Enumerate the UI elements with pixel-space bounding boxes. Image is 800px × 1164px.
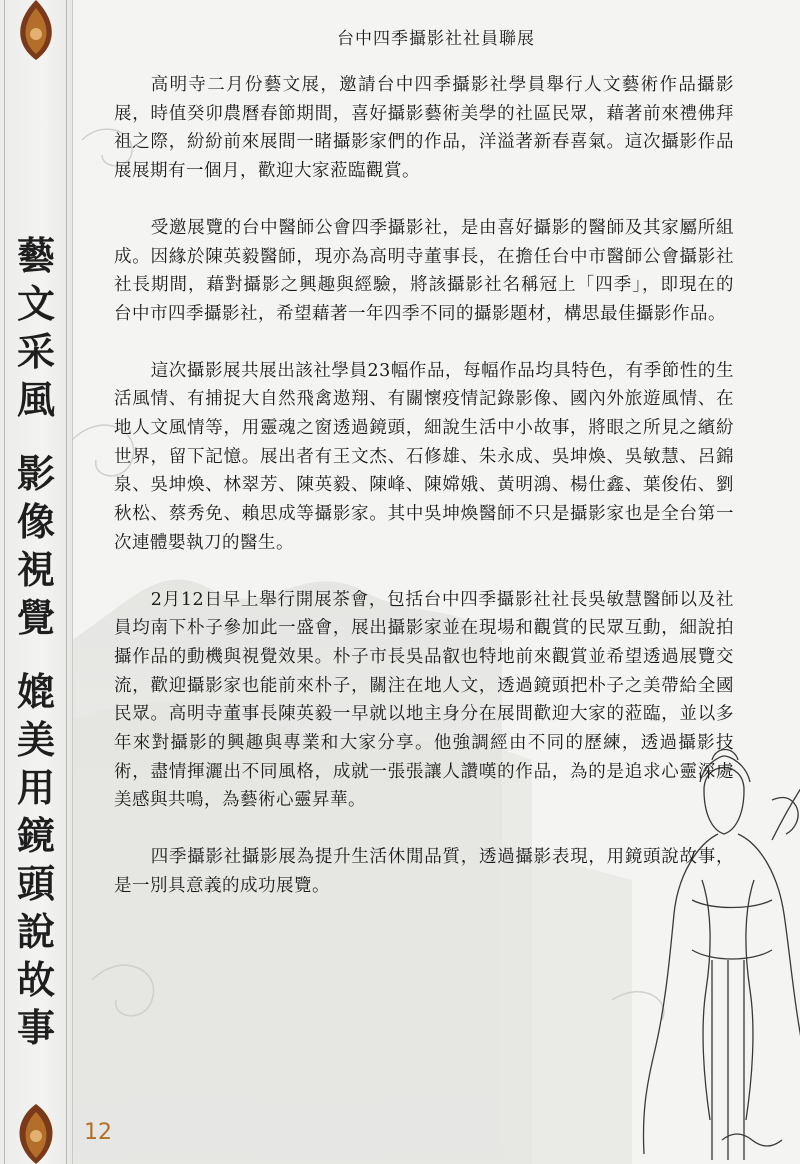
sidebar-rule: [66, 0, 67, 1164]
title-char: 頭: [16, 862, 55, 906]
article-paragraph: 四季攝影社攝影展為提升生活休閒品質，透過攝影表現，用鏡頭說故事，是一別具意義的成功展覽。: [114, 847, 734, 896]
article-paragraph: 2月12日早上舉行開展茶會，包括台中四季攝影社社長吳敏慧醫師以及社員均南下朴子參加此一盛會，展出攝影家並在現場和觀賞的民眾互動，細說拍攝作品的動機與視覺效果。朴子市長吳品叡也特地前來觀賞並希望透過展覽交流，歡迎攝影家也能前來朴子，關注在地人文，透過鏡頭把朴子之美帶給全國民眾。高明寺董事長陳英毅一早就以地主身分在展間歡迎大家的蒞臨，並以多年來對攝影的興趣與專業和大家分享。他強調經由不同的歷練，透過攝影技術，盡情揮灑出不同風格，成就一張張讓人讚嘆的作品，為的是追求心靈深處美感與共鳴，為藝術心靈昇華。: [114, 589, 734, 811]
title-char: 風: [16, 378, 55, 422]
page-header: 台中四季攝影社社員聯展: [337, 29, 535, 49]
lotus-ornament-top-icon: [8, 0, 64, 60]
title-char: 文: [16, 282, 55, 326]
page-number: 12: [84, 1120, 112, 1145]
title-char: 覺: [16, 596, 55, 640]
title-char: 事: [16, 1006, 55, 1050]
article-paragraph: 受邀展覽的台中醫師公會四季攝影社，是由喜好攝影的醫師及其家屬所組成。因緣於陳英毅醫師，現亦為高明寺董事長，在擔任台中市醫師公會攝影社社長期間，藉對攝影之興趣與經驗，將該攝影社名稱冠上「四季」，即現在的台中市四季攝影社，希望藉著一年四季不同的攝影題材，構思最佳攝影作品。: [114, 217, 734, 324]
article-paragraph: 這次攝影展共展出該社學員23幅作品，每幅作品均具特色，有季節性的生活風情、有捕捉大自然飛禽遨翔、有關懷疫情記錄影像、國內外旅遊風情、在地人文風情等，用靈魂之窗透過鏡頭，細說生活中小故事，將眼之所見之繽紛世界，留下記憶。展出者有王文杰、石修雄、朱永成、吳坤煥、吳敏慧、呂錦泉、吳坤煥、林翠芳、陳英毅、陳峰、陳嫦娥、黃明鴻、楊仕鑫、葉俊佑、劉秋松、蔡秀免、賴思成等攝影家。其中吳坤煥醫師不只是攝影家也是全台第一次連體嬰執刀的醫生。: [114, 360, 734, 553]
lotus-ornament-bottom-icon: [8, 1100, 64, 1164]
title-char: 藝: [16, 234, 55, 278]
title-char: 鏡: [16, 814, 55, 858]
title-gap: [14, 642, 58, 668]
title-char: 說: [16, 910, 55, 954]
title-char: 像: [16, 500, 55, 544]
vertical-column-title: [14, 232, 58, 1052]
article-body: [114, 71, 734, 929]
sidebar-rule: [4, 0, 5, 1164]
title-char: 媲: [16, 670, 55, 714]
title-char: 視: [16, 548, 55, 592]
title-char: 美: [16, 718, 55, 762]
left-sidebar: [0, 0, 73, 1164]
article-paragraph: 高明寺二月份藝文展，邀請台中四季攝影社學員舉行人文藝術作品攝影展，時值癸卯農曆春節期間，喜好攝影藝術美學的社區民眾，藉著前來禮佛拜祖之際，紛紛前來展間一睹攝影家們的作品，洋溢著新春喜氣。這次攝影作品展展期有一個月，歡迎大家蒞臨觀賞。: [114, 75, 734, 182]
title-char: 用: [16, 766, 55, 810]
title-char: 影: [16, 452, 55, 496]
title-char: 采: [16, 330, 55, 374]
title-gap: [14, 424, 58, 450]
title-char: 故: [16, 958, 55, 1002]
